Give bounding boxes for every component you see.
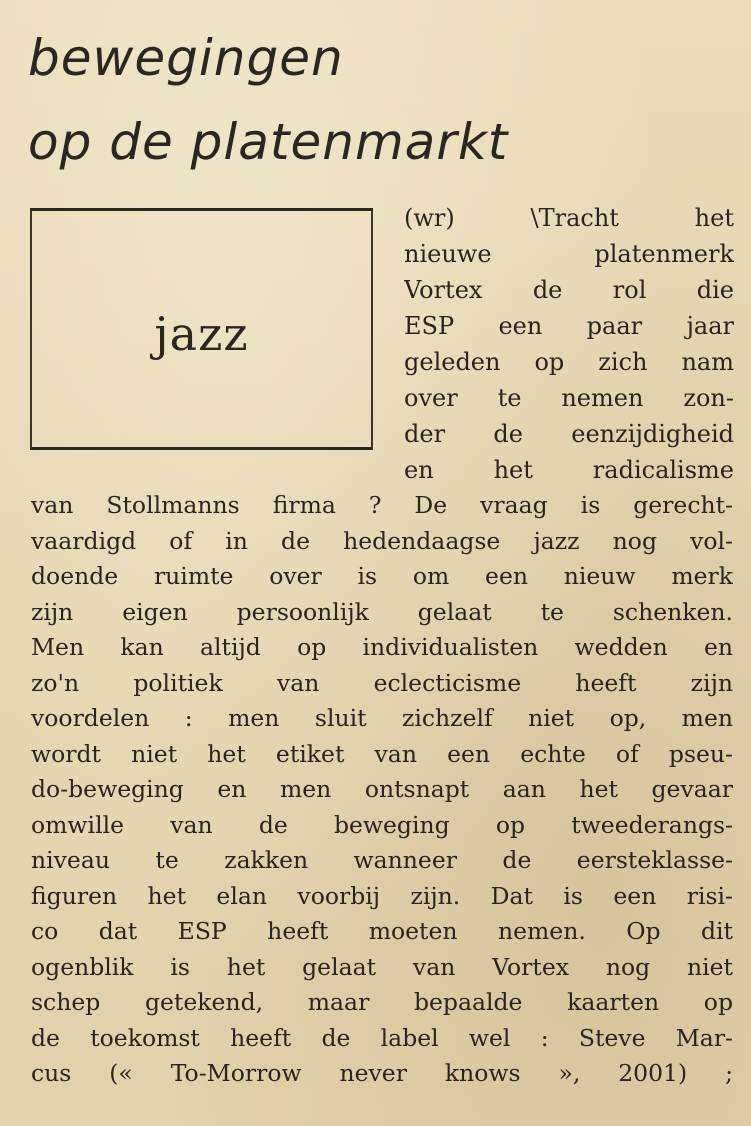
article-line: ogenblik is het gelaat van Vortex nog niet [31, 952, 733, 981]
article-line: do-beweging en men ontsnapt aan het gevaar [31, 775, 733, 803]
article-line: wordt niet het etiket van een echte of pseu- [31, 739, 733, 768]
article-line: Men kan altijd op individualisten wedden en [31, 633, 733, 661]
section-label-box [30, 208, 373, 450]
article-line: Vortex de rol die [404, 276, 734, 304]
article-line: (wr) \Tracht het [404, 204, 734, 232]
article-line: zo'n politiek van eclecticisme heeft zijn [31, 668, 733, 697]
section-label: jazz [154, 307, 249, 361]
article-line: doende ruimte over is om een nieuw merk [31, 562, 733, 590]
article-line: van Stollmanns firma ? De vraag is gerecht- [31, 491, 733, 519]
article-line: ESP een paar jaar [404, 312, 734, 340]
article-column-wide [31, 488, 733, 1092]
article-line: geleden op zich nam [404, 348, 734, 376]
headline [28, 16, 508, 184]
article-line: der de eenzijdigheid [404, 420, 734, 448]
article-line: de toekomst heeft de label wel : Steve Mar- [31, 1023, 733, 1052]
article-line: over te nemen zon- [404, 384, 734, 412]
article-line: voordelen : men sluit zichzelf niet op, men [31, 704, 733, 732]
article-line: niveau te zakken wanneer de eersteklasse- [31, 846, 733, 874]
article-line: en het radicalisme [404, 456, 734, 484]
article-line: figuren het elan voorbij zijn. Dat is een risi- [31, 881, 733, 910]
headline-line-1: bewegingen [28, 29, 344, 87]
article-column-narrow [404, 200, 734, 488]
article-line: schep getekend, maar bepaalde kaarten op [31, 988, 733, 1016]
article-line: cus (« To-Morrow never knows », 2001) ; [31, 1059, 733, 1087]
article-line: zijn eigen persoonlijk gelaat te schenken. [31, 597, 733, 626]
article-line: omwille van de beweging op tweederangs- [31, 810, 733, 839]
article-line: co dat ESP heeft moeten nemen. Op dit [31, 917, 733, 945]
headline-line-2: op de platenmarkt [28, 113, 509, 171]
article-line: vaardigd of in de hedendaagse jazz nog vol- [31, 526, 733, 555]
article-line: nieuwe platenmerk [404, 240, 734, 268]
